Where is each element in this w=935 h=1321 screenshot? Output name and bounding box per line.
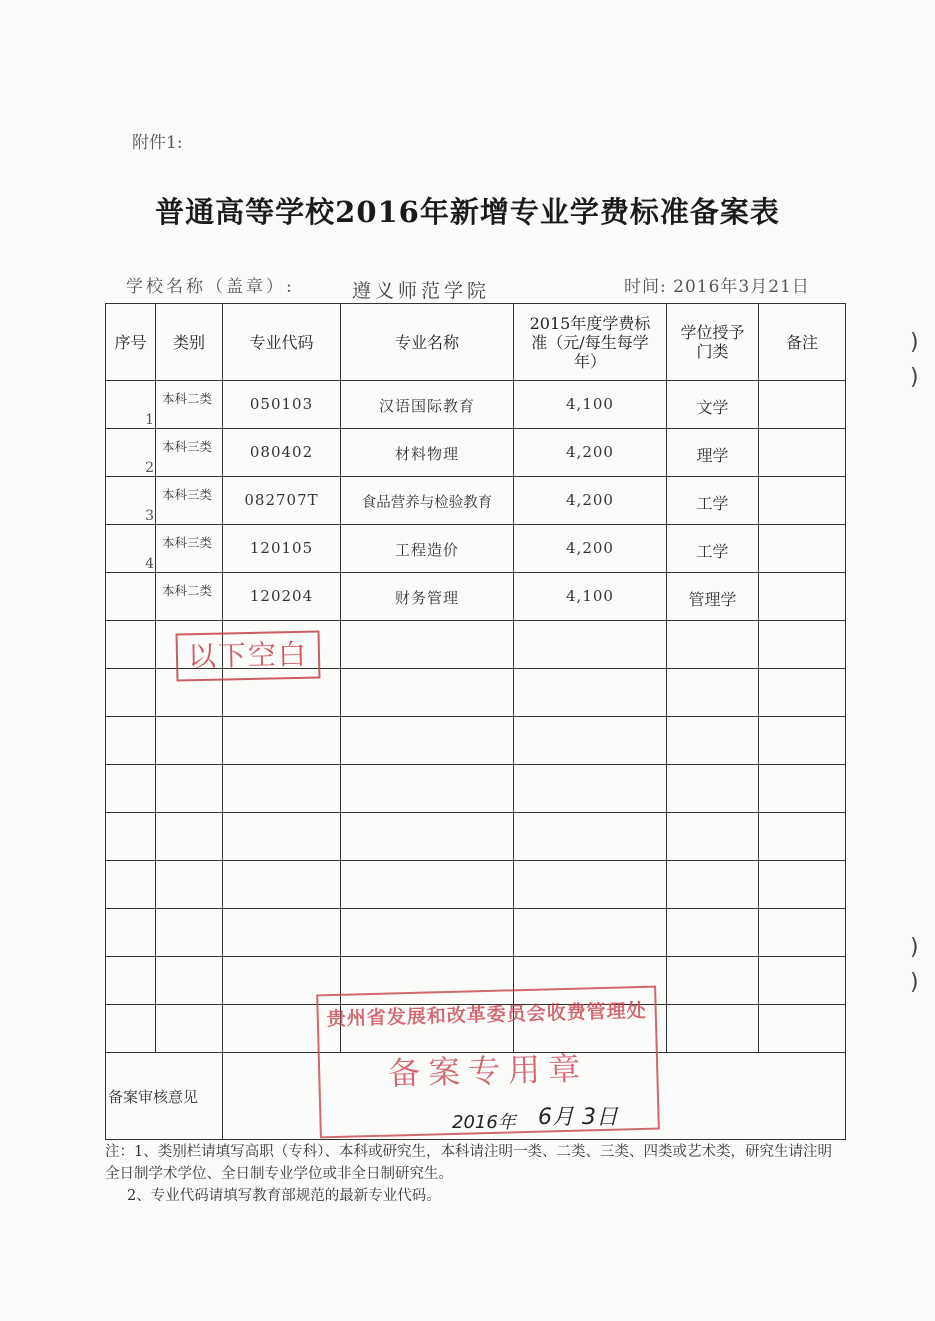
col-header-code: 专业代码 [223,304,341,381]
cell-note [759,573,846,621]
cell-degree: 管理学 [667,573,759,621]
cell-seq [106,573,156,621]
table-row [106,525,846,573]
cell-category: 本科二类 [156,573,223,621]
cell-note [759,525,846,573]
cell-note [759,381,846,429]
page-title: 普通高等学校2016年新增专业学费标准备案表 [155,195,780,229]
seq-value: 4 [145,556,154,572]
cell-seq [106,477,156,525]
attachment-label: 附件1: [132,133,183,153]
note-line-1: 注：1、类别栏请填写高职（专科）、本科或研究生，本科请注明一类、二类、三类、四类或艺术类，研究生请注明全日制学术学位、全日制专业学位或非全日制研究生。 [105,1144,832,1182]
handwritten-year: 2016年 [452,1112,516,1133]
cell-name: 食品营养与检验教育 [341,477,514,525]
handwritten-day: 3日 [582,1105,618,1130]
school-name-label: 学校名称（盖章）: [126,277,295,297]
seq-value: 1 [145,412,154,428]
binding-hole-mark: ) [910,935,919,960]
cell-category: 本科三类 [156,477,223,525]
school-name-value: 遵义师范学院 [352,280,491,302]
filing-seal-text: 备案专用章 [387,1049,589,1093]
cell-seq [106,381,156,429]
empty-table-row [106,861,846,909]
blank-below-stamp: 以下空白 [176,630,321,681]
cell-code: 120105 [223,525,341,573]
table-row [106,477,846,525]
empty-table-row [106,717,846,765]
handwritten-month: 6月 [538,1105,574,1130]
col-header-category: 类别 [156,304,223,381]
col-header-seq: 序号 [106,304,156,381]
cell-fee: 4,100 [514,381,667,429]
cell-fee: 4,200 [514,477,667,525]
cell-name: 汉语国际教育 [341,381,514,429]
table-row [106,573,846,621]
cell-fee: 4,200 [514,525,667,573]
col-header-degree: 学位授予门类 [667,304,759,381]
cell-code: 120204 [223,573,341,621]
empty-table-row [106,765,846,813]
cell-code: 080402 [223,429,341,477]
cell-note [759,477,846,525]
cell-category: 本科三类 [156,429,223,477]
cell-degree: 文学 [667,381,759,429]
binding-hole-mark: ) [910,330,919,355]
filing-date: 时间: 2016年3月21日 [624,277,810,297]
cell-code: 050103 [223,381,341,429]
seq-value: 3 [145,508,154,524]
cell-code: 082707T [223,477,341,525]
cell-degree: 工学 [667,525,759,573]
cell-degree: 工学 [667,477,759,525]
filing-org-text: 贵州省发展和改革委员会收费管理处 [326,999,648,1031]
review-label: 备案审核意见 [106,1053,223,1140]
empty-table-row [106,909,846,957]
cell-category: 本科三类 [156,525,223,573]
table-header-row [106,304,846,381]
binding-hole-mark: ) [910,970,919,995]
note-line-2: 2、专业代码请填写教育部规范的最新专业代码。 [127,1188,441,1204]
cell-degree: 理学 [667,429,759,477]
empty-table-row [106,813,846,861]
cell-note [759,429,846,477]
table-row [106,429,846,477]
col-header-note: 备注 [759,304,846,381]
cell-seq [106,429,156,477]
cell-name: 工程造价 [341,525,514,573]
cell-category: 本科二类 [156,381,223,429]
cell-fee: 4,200 [514,429,667,477]
col-header-name: 专业名称 [341,304,514,381]
table-row [106,381,846,429]
seq-value: 2 [145,460,154,476]
notes [105,1141,845,1207]
cell-name: 材料物理 [341,429,514,477]
binding-hole-mark: ) [910,365,919,390]
cell-seq [106,525,156,573]
col-header-fee: 2015年度学费标准（元/每生每学年） [514,304,667,381]
cell-fee: 4,100 [514,573,667,621]
cell-name: 财务管理 [341,573,514,621]
